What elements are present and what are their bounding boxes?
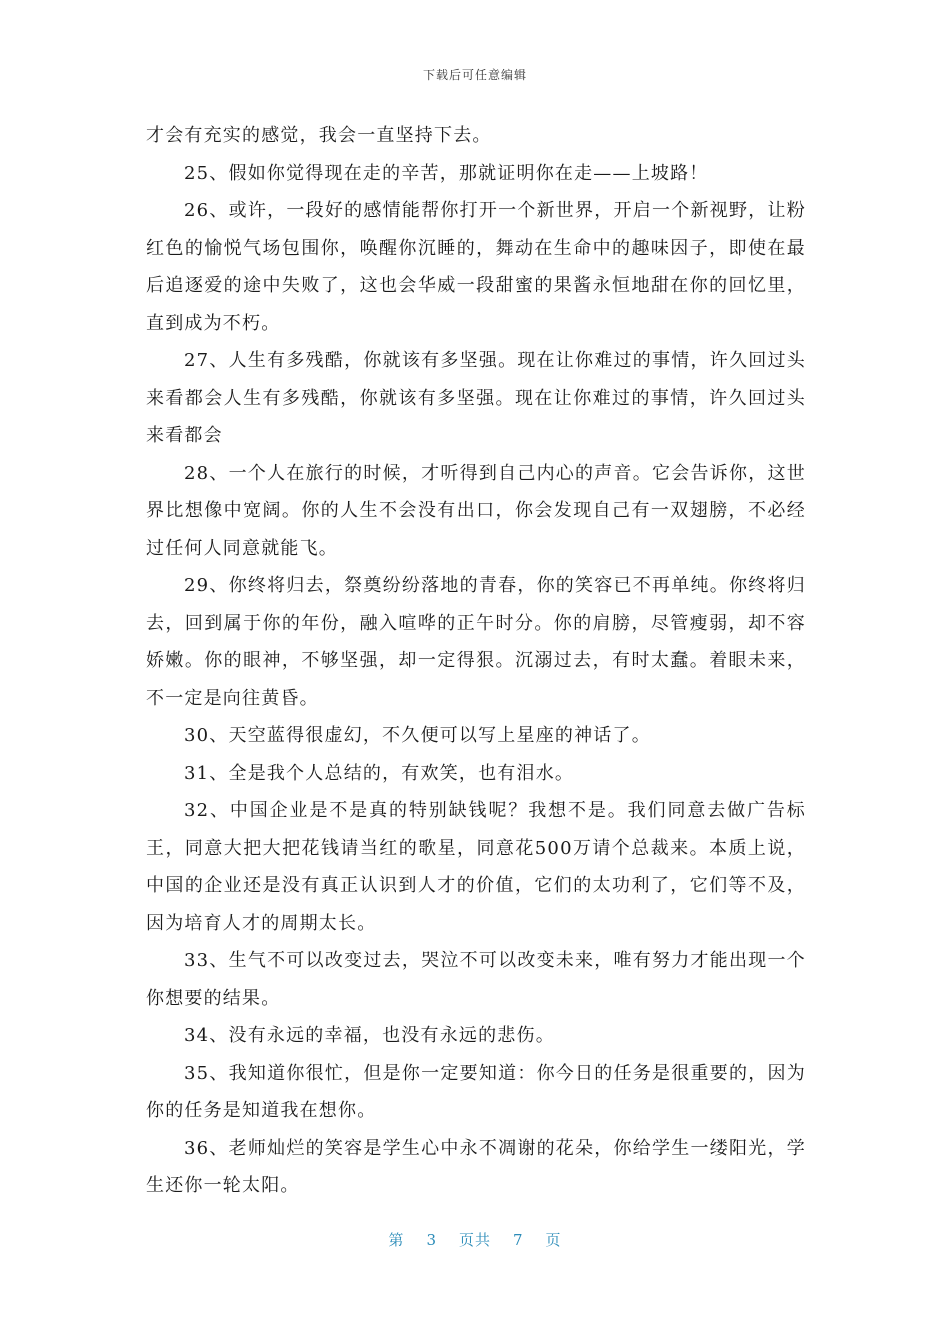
paragraph-27: 27、人生有多残酷，你就该有多坚强。现在让你难过的事情，许久回过头来看都会人生有多残酷，你就该有多坚强。现在让你难过的事情，许久回过头来看都会 <box>146 350 806 446</box>
paragraph-35: 35、我知道你很忙，但是你一定要知道：你今日的任务是很重要的，因为你的任务是知道我在想你。 <box>146 1062 806 1121</box>
footer-current-page: 3 <box>426 1231 437 1249</box>
paragraph-33: 33、生气不可以改变过去，哭泣不可以改变未来，唯有努力才能出现一个你想要的结果。 <box>146 950 806 1009</box>
paragraph-29: 29、你终将归去，祭奠纷纷落地的青春，你的笑容已不再单纯。你终将归去，回到属于你的年份，融入喧哗的正午时分。你的肩膀，尽管瘦弱，却不容娇嫩。你的眼神，不够坚强，却一定得狠。沉溺过去，有时太蠢。着眼未来，不一定是向往黄昏。 <box>146 575 806 709</box>
footer-suffix: 页 <box>545 1231 562 1249</box>
page-header: 下载后可任意编辑 <box>422 68 527 82</box>
paragraph-continuation: 才会有充实的感觉，我会一直坚持下去。 <box>146 125 492 146</box>
footer-total-pages: 7 <box>513 1231 524 1249</box>
paragraph-31: 31、全是我个人总结的，有欢笑，也有泪水。 <box>184 762 575 784</box>
footer-middle: 页共 <box>458 1231 491 1249</box>
footer-prefix: 第 <box>388 1231 405 1249</box>
paragraph-36: 36、老师灿烂的笑容是学生心中永不凋谢的花朵，你给学生一缕阳光，学生还你一轮太阳。 <box>146 1137 806 1196</box>
paragraph-25: 25、假如你觉得现在走的辛苦，那就证明你在走——上坡路！ <box>184 162 709 184</box>
paragraph-34: 34、没有永远的幸福，也没有永远的悲伤。 <box>184 1025 555 1046</box>
document-body <box>146 117 806 1205</box>
paragraph-26: 26、或许，一段好的感情能帮你打开一个新世界，开启一个新视野，让粉红色的愉悦气场包围你，唤醒你沉睡的，舞动在生命中的趣味因子，即使在最后追逐爱的途中失败了，这也会华威一段甜蜜的果酱永恒地甜在你的回忆里，直到成为不朽。 <box>146 200 806 334</box>
paragraph-28: 28、一个人在旅行的时候，才听得到自己内心的声音。它会告诉你，这世界比想像中宽阔。你的人生不会没有出口，你会发现自己有一双翅膀，不必经过任何人同意就能飞。 <box>146 462 806 559</box>
paragraph-32: 32、中国企业是不是真的特别缺钱呢？我想不是。我们同意去做广告标王，同意大把大把花钱请当红的歌星，同意花500万请个总裁来。本质上说，中国的企业还是没有真正认识到人才的价值，它们的太功利了，它们等不及，因为培育人才的周期太长。 <box>146 800 806 934</box>
paragraph-30: 30、天空蓝得很虚幻，不久便可以写上星座的神话了。 <box>184 725 651 746</box>
page-footer <box>0 1229 950 1250</box>
